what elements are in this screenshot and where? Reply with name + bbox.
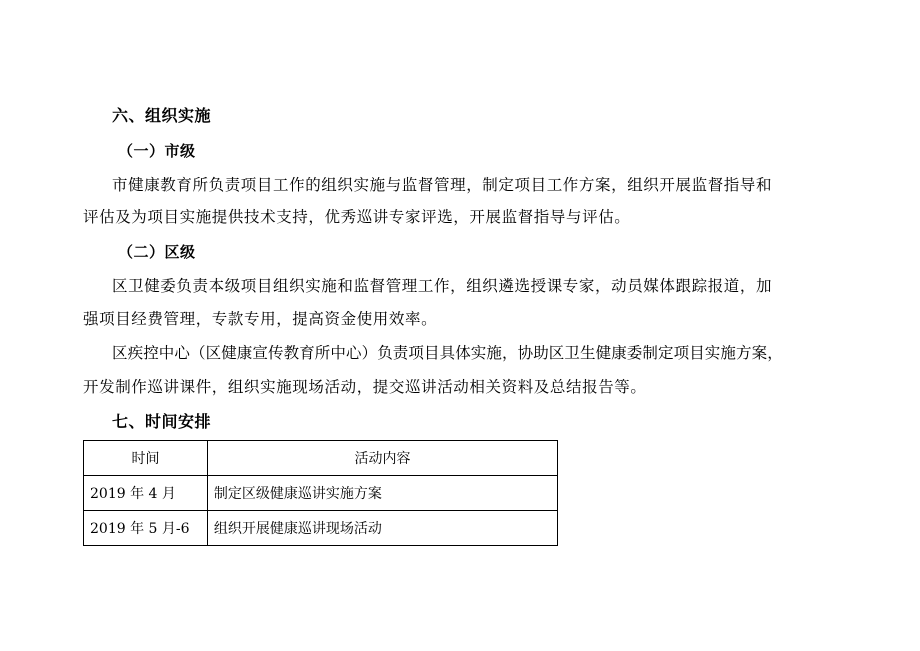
section-7-heading: 七、时间安排 — [112, 412, 212, 431]
table-cell-activity: 制定区级健康巡讲实施方案 — [207, 476, 557, 511]
schedule-table — [83, 440, 558, 546]
district-paragraph-1-line-1: 区卫健委负责本级项目组织实施和监督管理工作，组织遴选授课专家，动员媒体跟踪报道，加 — [112, 277, 773, 295]
column-header-time: 时间 — [84, 441, 208, 476]
table-cell-time: 2019 年 5 月-6 — [84, 511, 208, 546]
table-row — [84, 476, 558, 511]
district-paragraph-2-line-1: 区疾控中心（区健康宣传教育所中心）负责项目具体实施，协助区卫生健康委制定项目实施方案， — [112, 344, 783, 362]
table-cell-activity: 组织开展健康巡讲现场活动 — [207, 511, 557, 546]
column-header-activity: 活动内容 — [207, 441, 557, 476]
table-header-row — [84, 441, 558, 476]
city-paragraph-line-2: 评估及为项目实施提供技术支持，优秀巡讲专家评选，开展监督指导与评估。 — [83, 208, 631, 226]
district-paragraph-1-line-2: 强项目经费管理，专款专用，提高资金使用效率。 — [83, 310, 438, 328]
section-6-heading: 六、组织实施 — [112, 106, 212, 125]
subsection-city-heading: （一）市级 — [118, 142, 196, 160]
table-row — [84, 511, 558, 546]
subsection-district-heading: （二）区级 — [118, 243, 196, 261]
city-paragraph-line-1: 市健康教育所负责项目工作的组织实施与监督管理，制定项目工作方案，组织开展监督指导和 — [112, 176, 773, 194]
district-paragraph-2-line-2: 开发制作巡讲课件，组织实施现场活动，提交巡讲活动相关资料及总结报告等。 — [83, 378, 647, 396]
table-cell-time: 2019 年 4 月 — [84, 476, 208, 511]
